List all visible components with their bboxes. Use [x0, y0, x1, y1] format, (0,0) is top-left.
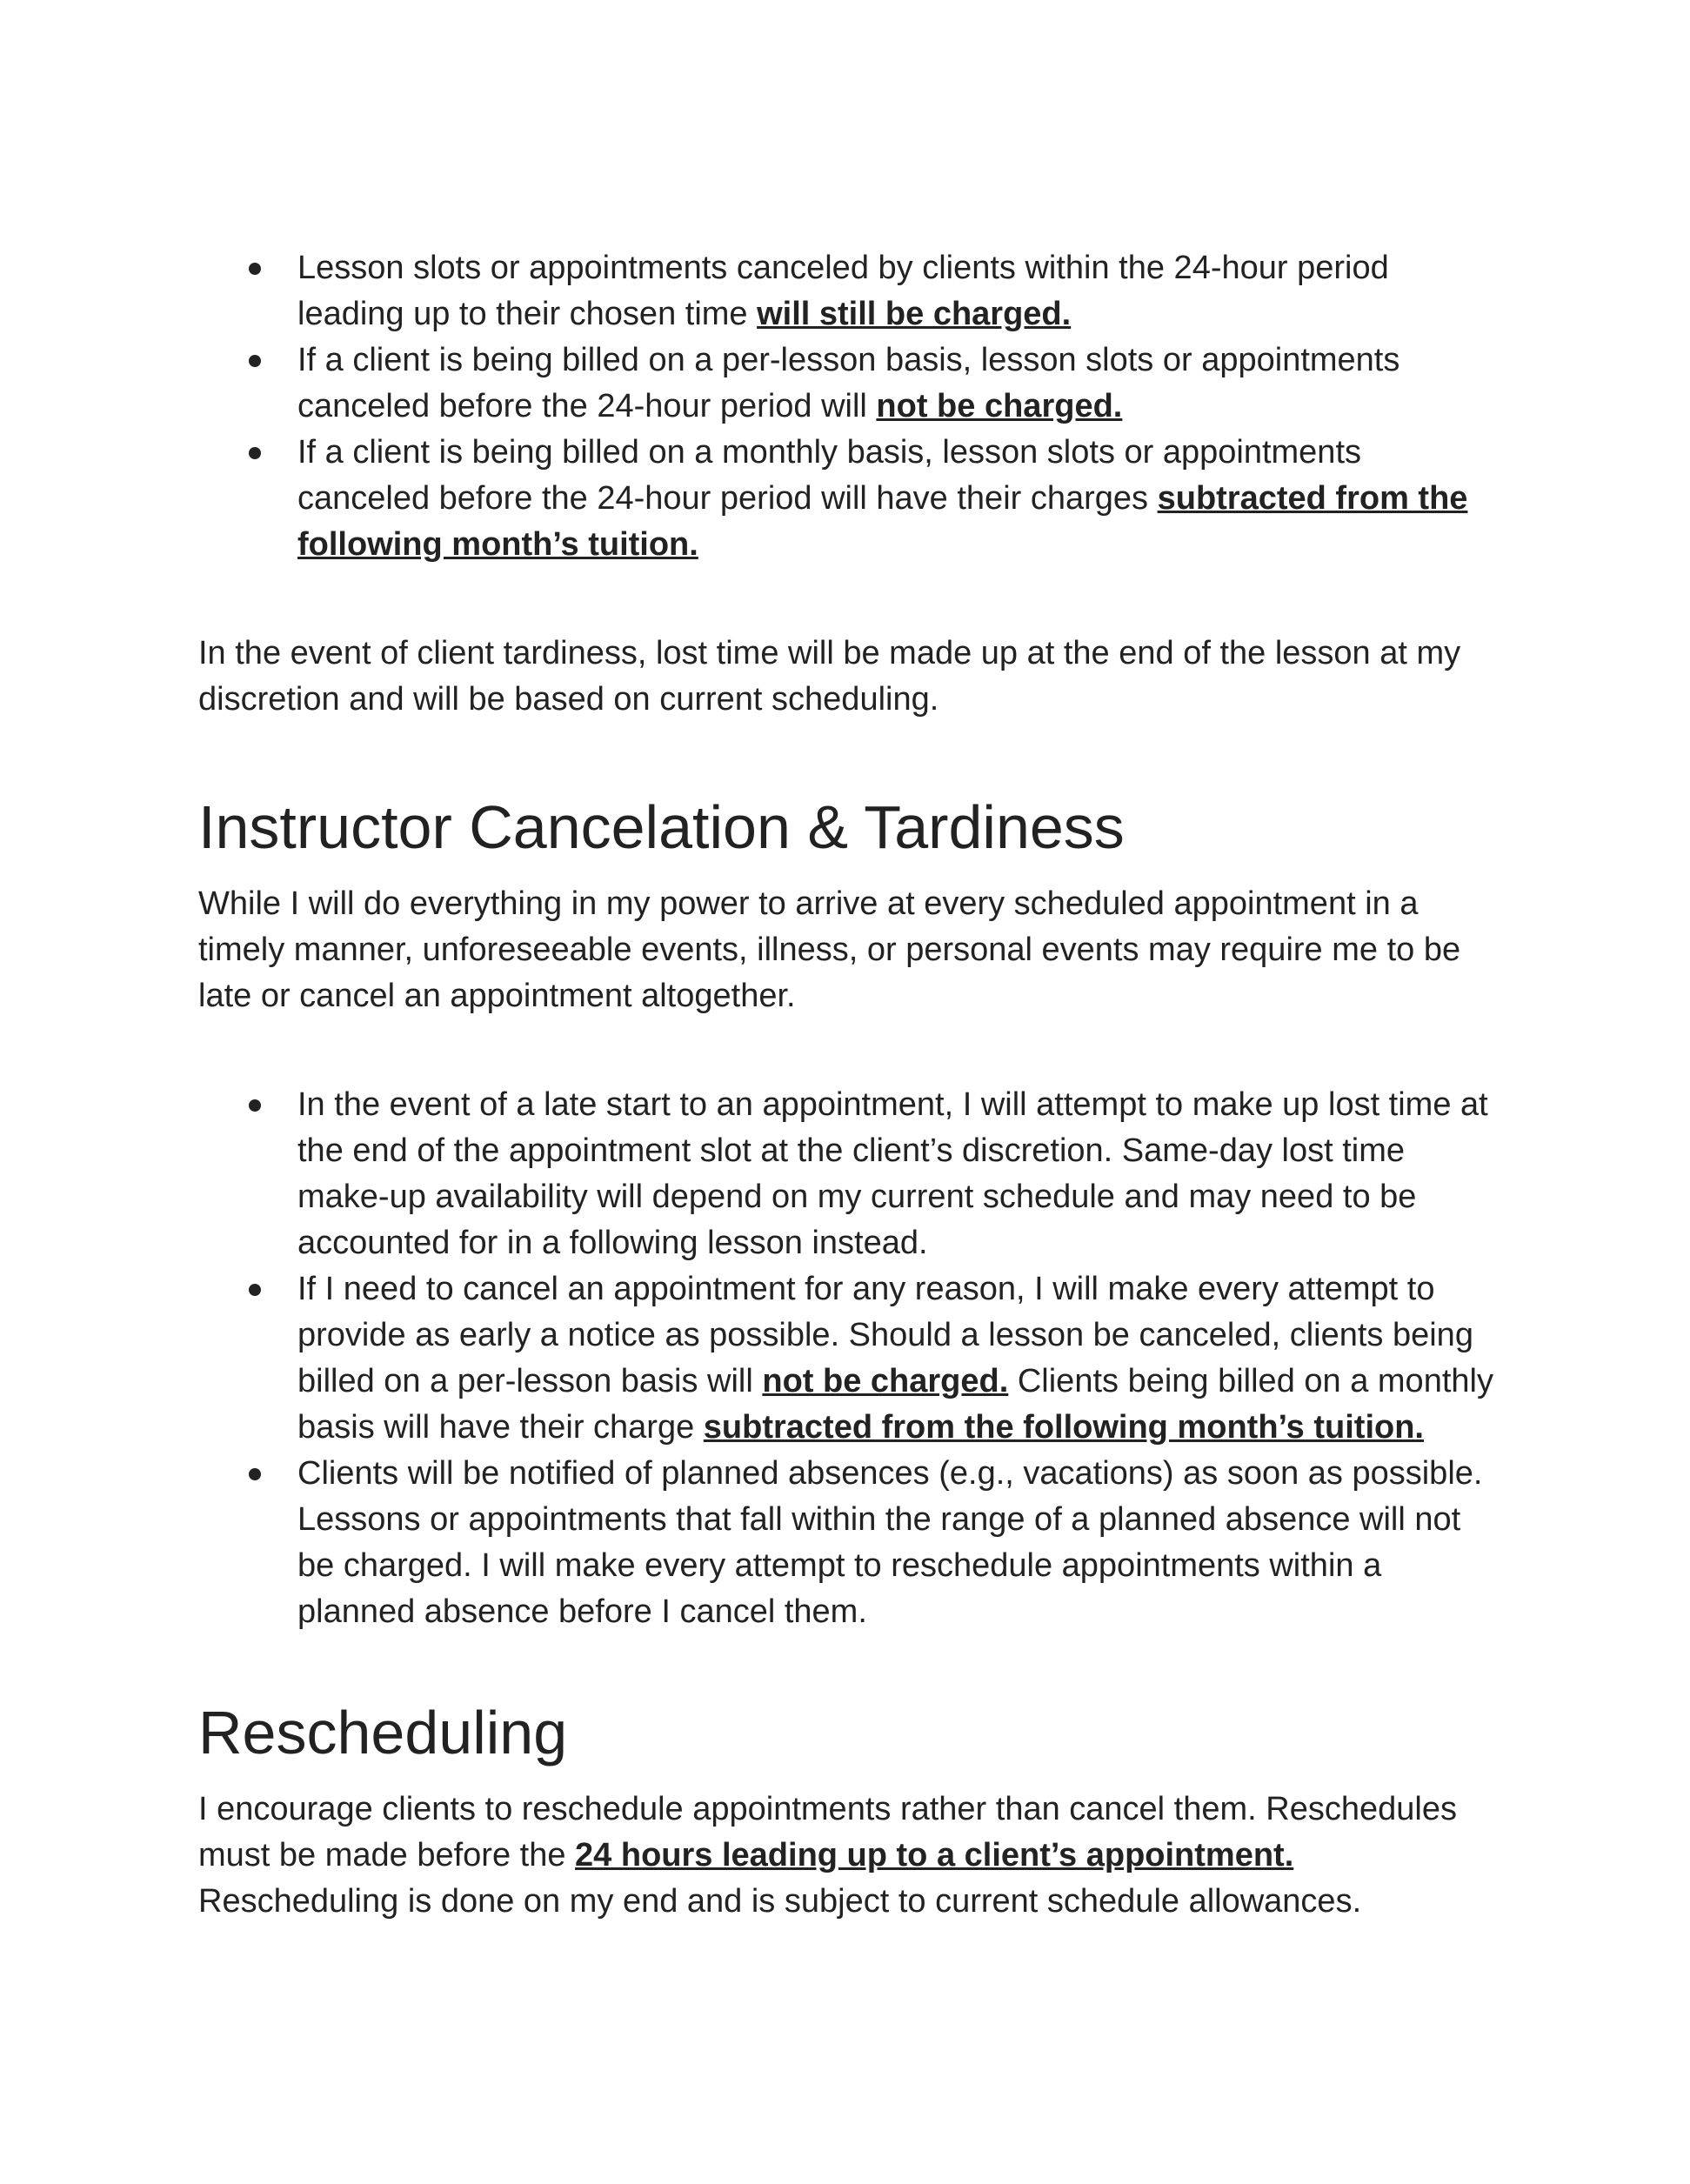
paragraph-text: I encourage clients to reschedule appointments rather than cancel them. Reschedules must be made before the — [198, 1791, 1457, 1873]
list-item-text: If I need to cancel an appointment for any reason, I will make every attempt to provide as early a notice as possible. Should a lesson be canceled, clients being billed on a per-lesson basis will — [297, 1271, 1473, 1399]
list-item-text: Clients will be notified of planned absences (e.g., vacations) as soon as possible. Lessons or appointments that fall within the range of a planned absence will not be charged. I will make every attempt to reschedule appointments within a planned absence before I cancel them. — [297, 1455, 1483, 1630]
emphasis-text: will still be charged. — [757, 296, 1072, 332]
list-item-text: If a client is being billed on a monthly basis, lesson slots or appointments canceled before the 24-hour period will have their charges — [297, 434, 1361, 517]
list-item-text: Lesson slots or appointments canceled by clients within the 24-hour period leading up to their chosen time — [297, 250, 1389, 332]
list-item-text: In the event of a late start to an appointment, I will attempt to make up lost time at the end of the appointment slot at the client’s discretion. Same-day lost time make-up availability will depend on my current schedule and may need to be accounted for in a following lesson instead. — [297, 1086, 1488, 1261]
instructor-policy-list — [198, 1082, 1494, 1635]
list-item — [198, 430, 1494, 568]
list-item — [198, 337, 1494, 430]
bullet-icon — [249, 1284, 261, 1296]
emphasis-text: subtracted from the following month’s tuition. — [703, 1409, 1424, 1446]
section-heading-rescheduling: Rescheduling — [198, 1699, 568, 1767]
document-page — [198, 245, 1494, 1925]
list-item — [198, 1451, 1494, 1635]
section-heading-instructor: Instructor Cancelation & Tardiness — [198, 793, 1125, 861]
list-item-text: If a client is being billed on a per-lesson basis, lesson slots or appointments canceled before the 24-hour period will — [297, 342, 1400, 424]
client-cancelation-list — [198, 245, 1494, 568]
list-item-text: Clients being billed on a monthly basis will have their charge — [297, 1363, 1493, 1446]
bullet-icon — [249, 1099, 261, 1112]
list-item — [198, 1266, 1494, 1451]
bullet-icon — [249, 263, 261, 275]
list-item — [198, 245, 1494, 337]
bullet-icon — [249, 1468, 261, 1480]
emphasis-text: 24 hours leading up to a client’s appointment. — [575, 1837, 1294, 1873]
client-tardiness-paragraph: In the event of client tardiness, lost time will be made up at the end of the lesson at my discretion and will be based on current scheduling. — [198, 635, 1461, 718]
emphasis-text: not be charged. — [876, 388, 1123, 424]
paragraph-text: Rescheduling is done on my end and is subject to current schedule allowances. — [198, 1883, 1362, 1920]
bullet-icon — [249, 355, 261, 367]
emphasis-text: subtracted from the following month’s tuition. — [297, 480, 1468, 563]
instructor-intro-paragraph: While I will do everything in my power to arrive at every scheduled appointment in a timely manner, unforeseeable events, illness, or personal events may require me to be late or cancel an appointment altogether. — [198, 885, 1461, 1014]
emphasis-text: not be charged. — [762, 1363, 1009, 1399]
rescheduling-paragraph — [198, 1787, 1494, 1925]
list-item — [198, 1082, 1494, 1266]
bullet-icon — [249, 447, 261, 459]
